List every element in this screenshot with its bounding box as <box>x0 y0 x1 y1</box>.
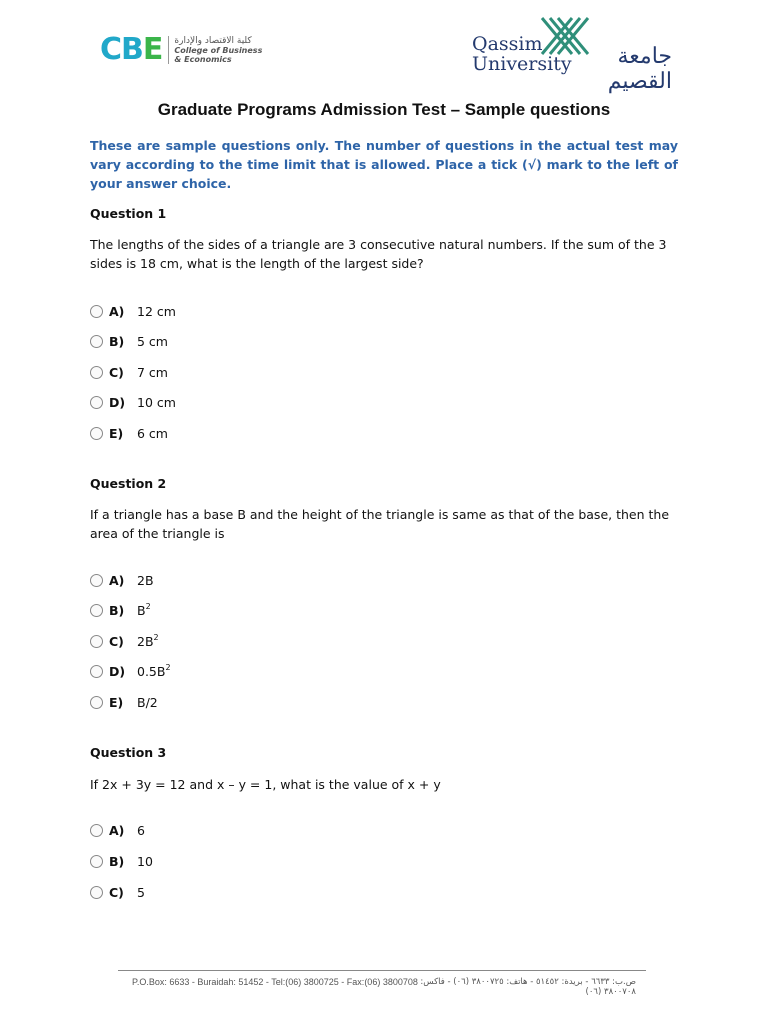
radio-icon[interactable] <box>90 855 103 868</box>
question-3-text: If 2x + 3y = 12 and x – y = 1, what is the value of x + y <box>90 777 441 792</box>
question-2-option-c[interactable]: C) $2B^2$ <box>90 631 159 651</box>
question-3-option-c[interactable]: C) 5 <box>90 882 145 902</box>
radio-icon[interactable] <box>90 427 103 440</box>
question-1-option-a[interactable]: A) 12 cm <box>90 301 176 321</box>
radio-icon[interactable] <box>90 665 103 678</box>
university-name-arabic: جامعة القصيم <box>607 44 672 94</box>
radio-icon[interactable] <box>90 335 103 348</box>
page-header <box>0 0 768 95</box>
question-1-text: The lengths of the sides of a triangle are 3 consecutive natural numbers. If the sum of the 3 sides is 18 cm, what is the length of the largest side? <box>90 237 667 271</box>
radio-icon[interactable] <box>90 635 103 648</box>
question-1-option-d[interactable]: D) 10 cm <box>90 392 176 412</box>
radio-icon[interactable] <box>90 604 103 617</box>
cbe-logo-english-line1: College of Business <box>174 45 263 55</box>
question-3-option-b[interactable]: B) 10 <box>90 851 153 871</box>
university-name-english <box>472 34 572 74</box>
question-1-heading: Question 1 <box>90 206 167 221</box>
radio-icon[interactable] <box>90 396 103 409</box>
footer-contact-arabic: ص.ب: ٦٦٣٣ - بريدة: ٥١٤٥٢ - هاتف: ٣٨٠٠٧٢٥ (٠٦) - فاكس: ٣٨٠٠٧٠٨ (٠٦) <box>420 977 636 997</box>
radio-icon[interactable] <box>90 366 103 379</box>
university-name-line2: University <box>472 53 572 75</box>
radio-icon[interactable] <box>90 574 103 587</box>
radio-icon[interactable] <box>90 824 103 837</box>
radio-icon[interactable] <box>90 305 103 318</box>
cbe-logo-english-line2: & Economics <box>174 54 232 64</box>
footer-divider <box>118 970 646 971</box>
question-1-option-c[interactable]: C) 7 cm <box>90 362 168 382</box>
cbe-logo <box>100 32 262 68</box>
question-2-option-b[interactable]: B) $B^2$ <box>90 600 151 620</box>
cbe-logo-divider <box>168 36 169 64</box>
question-1-option-e[interactable]: E) 6 cm <box>90 423 168 443</box>
footer-contact-english: P.O.Box: 6633 - Buraidah: 51452 - Tel:(06) 3800725 - Fax:(06) 3800708 <box>132 977 418 987</box>
question-2-option-a[interactable]: A) 2B <box>90 570 154 590</box>
qassim-university-logo <box>472 14 672 94</box>
cbe-logo-arabic: كلية الاقتصاد والإدارة <box>174 35 252 46</box>
radio-icon[interactable] <box>90 696 103 709</box>
intro-paragraph: These are sample questions only. The number of questions in the actual test may vary according to the time limit that is allowed. Place a tick (√) mark to the left of your answer choice. <box>90 138 678 191</box>
university-name-line1: Qassim <box>472 33 543 55</box>
radio-icon[interactable] <box>90 886 103 899</box>
question-2-option-d[interactable]: D) $0.5B^2$ <box>90 661 171 681</box>
page-title: Graduate Programs Admission Test – Sample questions <box>157 100 611 119</box>
question-2-text: If a triangle has a base B and the height of the triangle is same as that of the base, then the area of the triangle is <box>90 507 670 541</box>
cbe-logo-text <box>174 37 262 64</box>
question-3-option-a[interactable]: A) 6 <box>90 820 145 840</box>
question-3-heading: Question 3 <box>90 745 167 760</box>
question-1-option-b[interactable]: B) 5 cm <box>90 331 168 351</box>
question-2-heading: Question 2 <box>90 476 167 491</box>
cbe-logo-mark: CBE <box>100 32 163 67</box>
question-2-option-e[interactable]: E) B/2 <box>90 692 158 712</box>
